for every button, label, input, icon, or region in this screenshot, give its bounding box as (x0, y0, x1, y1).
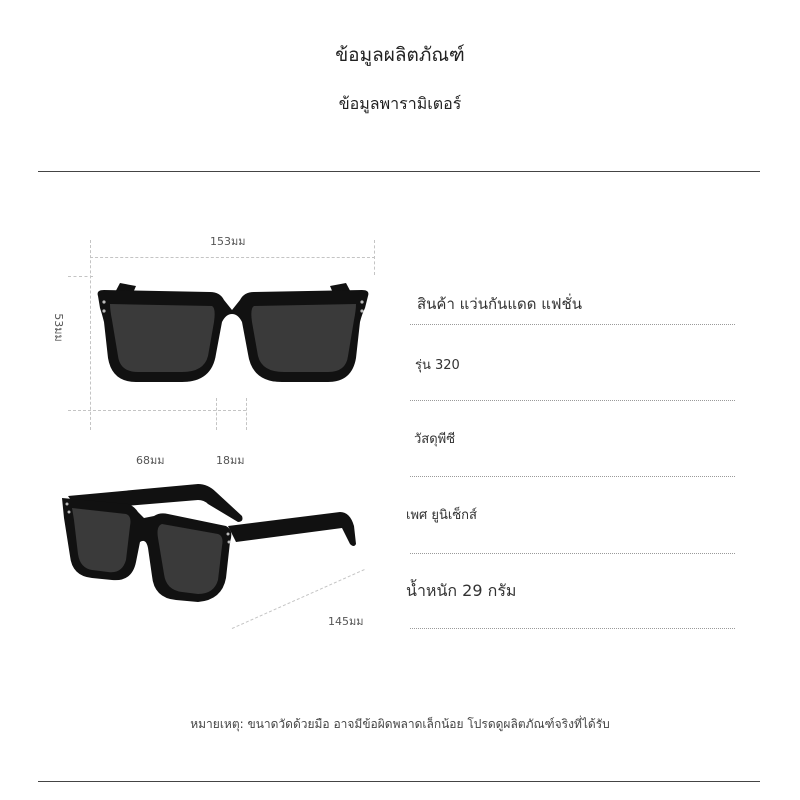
total-width-label: 153มม (210, 235, 246, 248)
spec-row-product (410, 272, 735, 325)
measurement-note: หมายเหตุ: ขนาดวัดด้วยมือ อาจมีข้อผิดพลาดเล็กน้อย โปรดดูผลิตภัณฑ์จริงที่ได้รับ (190, 717, 610, 731)
page-subtitle: ข้อมูลพารามิเตอร์ (338, 94, 462, 113)
lens-right-guide (216, 398, 217, 430)
spec-row-gender (406, 500, 735, 554)
lens-width-label: 68มม (136, 454, 165, 467)
bottom-height-guide (68, 410, 246, 411)
spec-model-label: รุ่น 320 (415, 358, 460, 373)
sunglasses-front-image (92, 278, 374, 386)
bridge-right-guide (246, 398, 247, 430)
bottom-divider (38, 781, 760, 782)
temple-length-label: 145มม (328, 615, 364, 628)
left-guide-line (90, 240, 91, 430)
top-divider (38, 171, 760, 172)
spec-weight-label: น้ำหนัก 29 กรัม (406, 581, 517, 600)
sunglasses-side-image (58, 482, 358, 604)
lens-height-label: 53มม (51, 313, 65, 342)
spec-gender-label: เพศ ยูนิเซ็กส์ (406, 508, 477, 523)
right-guide-line (374, 240, 375, 275)
spec-product-label: สินค้า แว่นกันแดด แฟชั่น (417, 295, 582, 313)
spec-row-material (410, 426, 735, 477)
spec-row-weight (406, 578, 735, 629)
width-guide-line (90, 257, 375, 258)
spec-row-model (410, 350, 735, 401)
page-title: ข้อมูลผลิตภัณฑ์ (335, 44, 465, 66)
spec-material-label: วัสดุพีซี (414, 432, 456, 447)
bridge-width-label: 18มม (216, 454, 245, 467)
top-height-guide (68, 276, 93, 277)
